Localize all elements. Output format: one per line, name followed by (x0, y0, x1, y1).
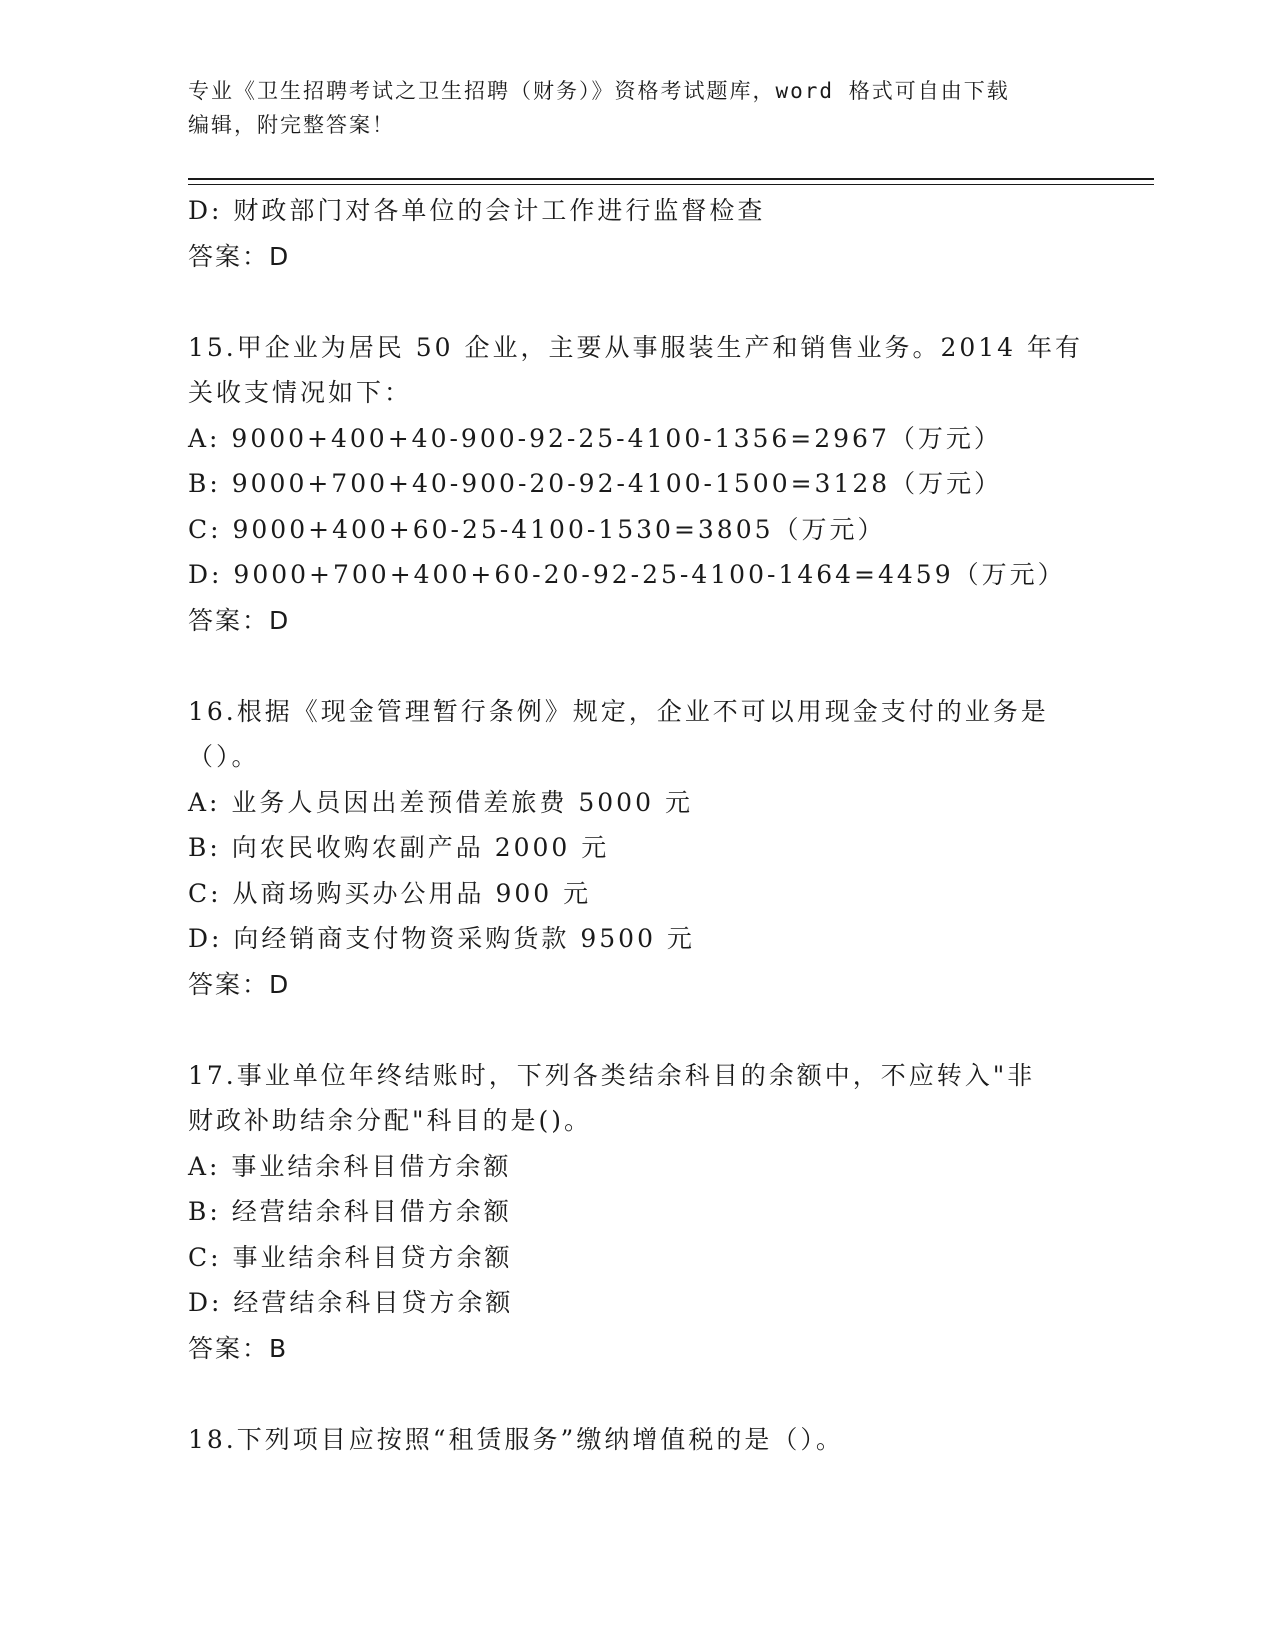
document-header (188, 74, 1088, 142)
question-17 (188, 1053, 1088, 1372)
document-body (188, 188, 1088, 1462)
option-a: A: 9000+400+40-900-92-25-4100-1356=2967（万元） (188, 423, 1002, 453)
question-18 (188, 1417, 1088, 1463)
question-stem: 18.下列项目应按照“租赁服务”缴纳增值税的是（）。 (188, 1424, 844, 1454)
answer: 答案：D (188, 969, 291, 999)
answer: 答案：D (188, 605, 291, 635)
option-a: A: 业务人员因出差预借差旅费 5000 元 (188, 787, 693, 817)
option-b: B: 经营结余科目借方余额 (188, 1197, 512, 1226)
header-line-2: 编辑，附完整答案！ (188, 113, 395, 137)
option-d: D: 9000+700+400+60-20-92-25-4100-1464=4459（万元） (188, 560, 1066, 589)
question-16 (188, 689, 1088, 1008)
header-line-1: 专业《卫生招聘考试之卫生招聘（财务）》资格考试题库，word 格式可自由下载 (188, 79, 1010, 103)
option-d: D: 财政部门对各单位的会计工作进行监督检查 (188, 196, 766, 225)
option-c: C: 9000+400+60-25-4100-1530=3805（万元） (188, 514, 886, 544)
header-divider-thin (188, 184, 1154, 185)
option-b: B: 9000+700+40-900-20-92-4100-1500=3128（万元） (188, 469, 1003, 498)
answer: 答案：B (188, 1333, 289, 1363)
question-stem: 17.事业单位年终结账时，下列各类结余科目的余额中，不应转入"非 (188, 1060, 1036, 1090)
option-d: D: 经营结余科目贷方余额 (188, 1288, 514, 1317)
header-divider (188, 178, 1154, 180)
question-stem-cont: 关收支情况如下： (188, 378, 413, 407)
question-15 (188, 325, 1088, 644)
question-stem: 16.根据《现金管理暂行条例》规定，企业不可以用现金支付的业务是 (188, 696, 1049, 726)
option-d: D: 向经销商支付物资采购货款 9500 元 (188, 924, 695, 953)
option-b: B: 向农民收购农副产品 2000 元 (188, 833, 610, 862)
option-c: C: 从商场购买办公用品 900 元 (188, 878, 592, 908)
answer: 答案：D (188, 241, 291, 271)
option-c: C: 事业结余科目贷方余额 (188, 1242, 513, 1272)
question-stem: 15.甲企业为居民 50 企业，主要从事服装生产和销售业务。2014 年有 (188, 332, 1084, 362)
question-stem-cont: （）。 (188, 742, 260, 771)
question-stem-cont: 财政补助结余分配"科目的是()。 (188, 1106, 593, 1135)
option-a: A: 事业结余科目借方余额 (188, 1151, 512, 1181)
